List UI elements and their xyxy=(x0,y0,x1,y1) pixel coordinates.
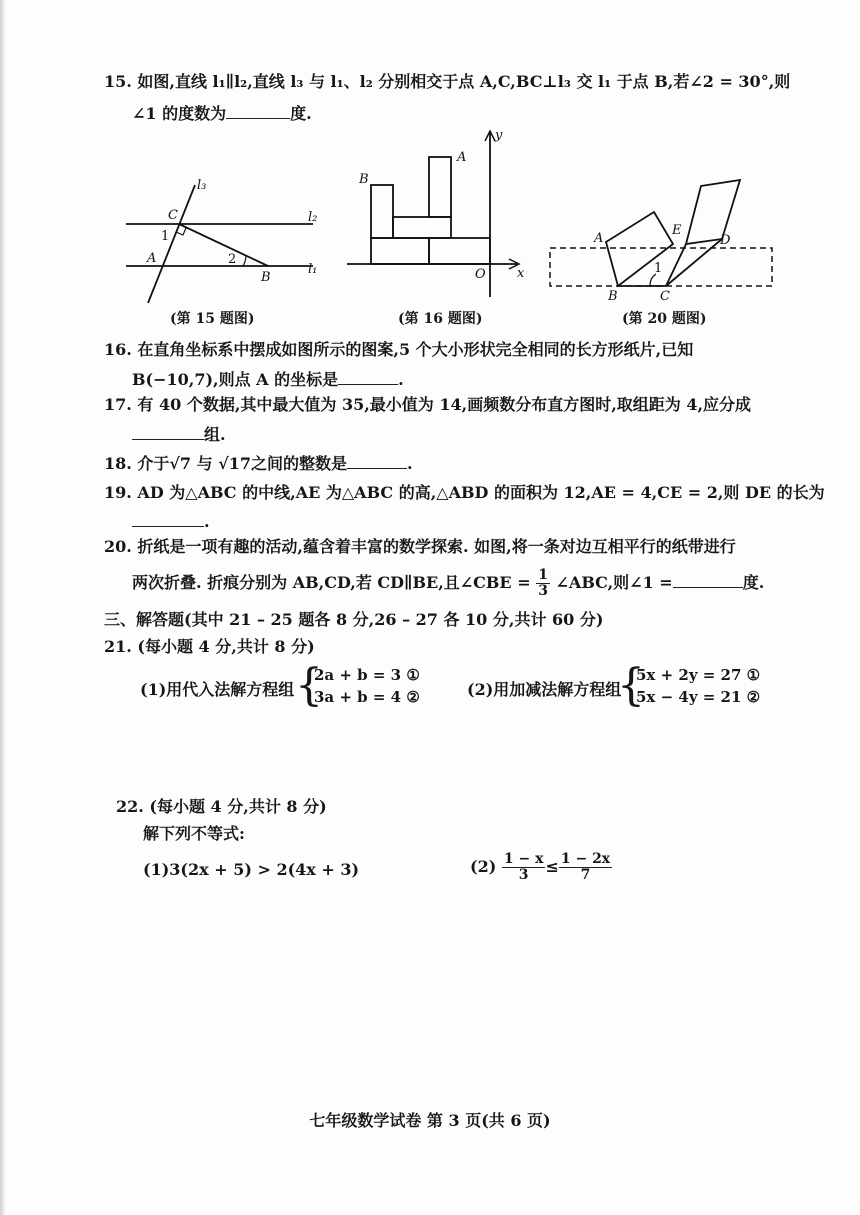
q17-unit: 组. xyxy=(204,425,226,444)
fig15-label-b: B xyxy=(261,270,271,285)
fig16-rect-middle xyxy=(393,217,451,238)
fig15-caption: (第 15 题图) xyxy=(170,311,255,327)
q22-left-numerator: 1 − x xyxy=(503,851,544,867)
q16-line1: 16. 在直角坐标系中摆成如图所示的图案,5 个大小形状完全相同的长方形纸片,已知 xyxy=(104,340,694,359)
q20-prompt: 两次折叠. 折痕分别为 AB,CD,若 CD∥BE,且∠CBE = xyxy=(132,573,531,592)
q20-line1: 20. 折纸是一项有趣的活动,蕴含着丰富的数学探索. 如图,将一条对边互相平行的纸带进行 xyxy=(104,537,736,556)
q19-period: . xyxy=(204,512,210,531)
fig16-rect-bottom-right xyxy=(429,238,490,264)
figure-20 xyxy=(546,178,780,308)
fig16-label-y: y xyxy=(495,128,503,143)
fig16-label-x: x xyxy=(517,266,525,281)
q20-fraction-denominator: 3 xyxy=(538,583,548,599)
figure-16 xyxy=(345,125,535,305)
q21-part2-eq2: 5x − 4y = 21 ② xyxy=(636,688,761,706)
fig20-edge-c-to-e xyxy=(666,244,686,286)
q15-line1: 15. 如图,直线 l₁∥l₂,直线 l₃ 与 l₁、l₂ 分别相交于点 A,C,BC⊥l₃ 交 l₁ 于点 B,若∠2 = 30°,则 xyxy=(104,72,791,91)
fig20-label-c: C xyxy=(660,289,670,304)
q21-part1-brace: { xyxy=(295,660,323,711)
page-edge-shadow xyxy=(0,0,6,1215)
fig20-fold-left xyxy=(606,212,673,286)
fig20-fold-right-top xyxy=(686,180,740,244)
q18-prompt: 18. 介于√7 与 √17之间的整数是 xyxy=(104,454,347,473)
fig16-label-o: O xyxy=(475,267,486,282)
fig20-caption: (第 20 题图) xyxy=(622,311,707,327)
q22-part2-right-fraction xyxy=(559,852,612,883)
q22-relation: ≤ xyxy=(545,857,559,876)
q20-answer-blank[interactable] xyxy=(673,572,743,588)
page-footer: 七年级数学试卷 第 3 页(共 6 页) xyxy=(309,1111,551,1130)
fig15-label-l2: l₂ xyxy=(308,210,318,225)
q18-answer-blank[interactable] xyxy=(347,453,407,469)
fig16-rect-right-vertical xyxy=(429,157,451,217)
q17-line1: 17. 有 40 个数据,其中最大值为 35,最小值为 14,画频数分布直方图时,取组距为 4,应分成 xyxy=(104,395,752,414)
q22-instruction: 解下列不等式: xyxy=(143,824,245,843)
q15-answer-blank[interactable] xyxy=(226,103,290,119)
q16-answer-blank[interactable] xyxy=(338,369,398,385)
q21-part2-brace: { xyxy=(617,660,645,711)
fig15-label-l3: l₃ xyxy=(197,178,207,193)
fig16-label-a: A xyxy=(457,150,467,165)
q20-fraction xyxy=(536,568,550,599)
q21-header: 21. (每小题 4 分,共计 8 分) xyxy=(104,637,315,656)
q21-part2-system xyxy=(636,664,760,708)
fig15-line-l3 xyxy=(148,185,195,303)
q17-answer-blank[interactable] xyxy=(132,424,204,440)
q22-part1: (1)3(2x + 5) > 2(4x + 3) xyxy=(143,860,360,879)
q19-line2 xyxy=(132,511,210,532)
fig20-label-angle1: 1 xyxy=(654,261,663,276)
fig15-label-a: A xyxy=(147,251,157,266)
figure-15 xyxy=(118,175,323,310)
q21-part1-system xyxy=(314,664,420,708)
fig20-label-a: A xyxy=(594,231,604,246)
q20-fraction-numerator: 1 xyxy=(538,567,548,583)
q21-part2-eq1: 5x + 2y = 27 ① xyxy=(636,666,761,684)
fig15-label-angle1: 1 xyxy=(161,229,170,244)
q22-part2-left-fraction xyxy=(502,852,546,883)
q22-right-numerator: 1 − 2x xyxy=(560,851,611,867)
q21-part1-eq1: 2a + b = 3 ① xyxy=(314,666,420,684)
fig20-label-b: B xyxy=(608,289,618,304)
q15-unit: 度. xyxy=(290,104,312,123)
fig16-label-b: B xyxy=(359,172,369,187)
q22-part2-label: (2) xyxy=(470,857,497,876)
q17-line2 xyxy=(132,424,226,445)
q20-line2 xyxy=(132,568,764,599)
q22-left-denominator: 3 xyxy=(518,867,529,883)
q19-answer-blank[interactable] xyxy=(132,511,204,527)
q22-header: 22. (每小题 4 分,共计 8 分) xyxy=(116,797,327,816)
q15-line2 xyxy=(132,103,312,124)
q20-unit: 度. xyxy=(742,573,765,592)
fig15-angle2-arc xyxy=(243,256,246,266)
fig16-caption: (第 16 题图) xyxy=(398,311,483,327)
q19-line1: 19. AD 为△ABC 的中线,AE 为△ABC 的高,△ABD 的面积为 12,AE = 4,CE = 2,则 DE 的长为 xyxy=(104,483,825,502)
q15-prompt: ∠1 的度数为 xyxy=(132,104,227,123)
fig15-label-angle2: 2 xyxy=(228,252,237,267)
fig15-label-l1: l₁ xyxy=(308,262,318,277)
q22-right-denominator: 7 xyxy=(580,867,591,883)
fig15-label-c: C xyxy=(168,208,178,223)
fig16-rect-left-vertical xyxy=(371,185,393,238)
q16-line2 xyxy=(132,369,404,390)
fig20-label-e: E xyxy=(672,223,682,238)
q21-part1-label: (1)用代入法解方程组 xyxy=(140,680,295,699)
section3-title: 三、解答题(其中 21 – 25 题各 8 分,26 – 27 各 10 分,共计 60 分) xyxy=(104,610,604,629)
fig20-label-d: D xyxy=(720,233,731,248)
q16-prompt: B(−10,7),则点 A 的坐标是 xyxy=(132,370,339,389)
q20-prompt-cont: ∠ABC,则∠1 = xyxy=(555,573,673,592)
q18-period: . xyxy=(406,454,413,473)
fig15-segment-bc xyxy=(179,224,268,266)
q22-part2 xyxy=(470,852,612,883)
q21-part1-eq2: 3a + b = 4 ② xyxy=(314,688,420,706)
q21-part2-label: (2)用加减法解方程组 xyxy=(467,680,622,699)
q18-line xyxy=(104,453,413,474)
fig16-rect-bottom-left xyxy=(371,238,429,264)
fig20-crease-cd xyxy=(666,239,722,286)
q16-period: . xyxy=(398,370,404,389)
